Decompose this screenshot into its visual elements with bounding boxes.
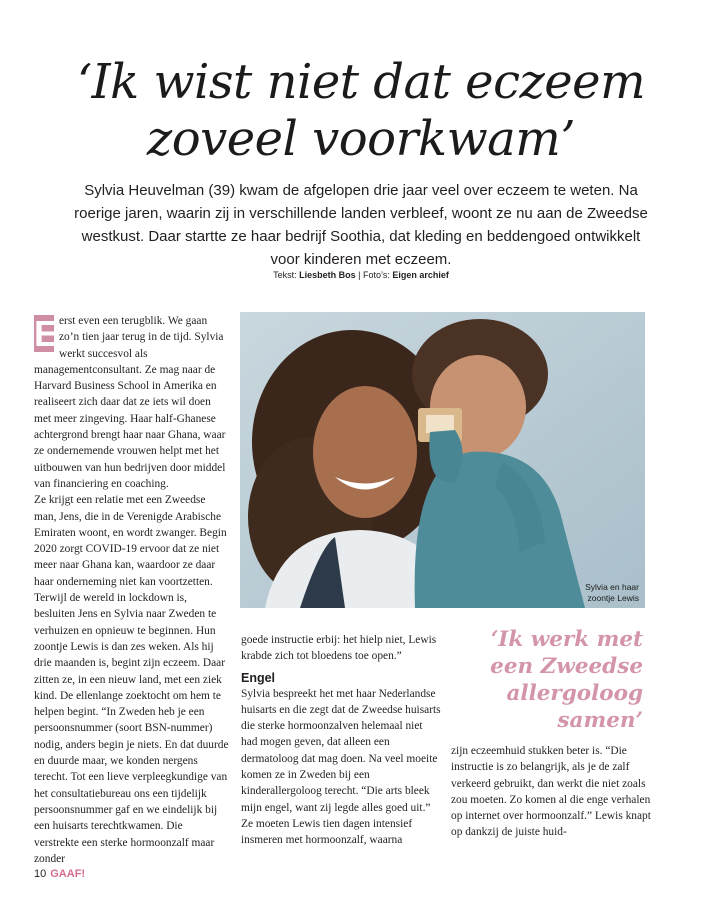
- headline-line-1: ‘Ik wist niet dat eczeem: [76, 54, 646, 110]
- intro-paragraph: Sylvia Heuvelman (39) kwam de afgelopen drie jaar veel over eczeem te weten. Na roerige jaren, waarin zij in verschillende landen verbleef, woont ze nu aan de Zweedse westkust. Daar startte ze haar bedrijf Soothia, dat kleding en beddengoed ontwikkelt voor kinderen met eczeem.: [74, 182, 648, 268]
- photo-caption: [585, 582, 639, 604]
- pull-quote-line-1: ‘Ik werk met: [490, 627, 643, 652]
- pull-quote: [453, 626, 643, 734]
- credits-photo-source: Eigen archief: [392, 270, 449, 280]
- caption-line-1: Sylvia en haar: [585, 582, 639, 592]
- page-number: 10: [34, 868, 47, 880]
- page-footer: [34, 867, 85, 881]
- credits: [0, 270, 722, 280]
- article-column-1: [34, 313, 229, 865]
- article-photo: [240, 312, 645, 608]
- pull-quote-line-4: samen’: [557, 708, 643, 733]
- pull-quote-line-3: allergoloog: [506, 681, 643, 706]
- mother-and-son-photo: [240, 312, 645, 608]
- column1-paragraph-2: Ze krijgt een relatie met een Zweedse man, Jens, die in de Verenigde Arabische Emiraten woont, en wordt zwanger. Begin 2020 zorgt COVID-19 ervoor dat ze niet meer naar Ghana kan, waardoor ze daar haar onderneming niet kan voortzetten. Terwijl de wereld in lockdown is, besluiten Jens en Sylvia naar Zweden te verhuizen en opnieuw te beginnen. Hun zoontje Lewis is dan zes weken. Als hij drie maanden is, begint zijn eczeem. Daar zitten ze, in een nieuw land, met een ziek kind. De ellenlange zoektocht om hem te helpen begint. “In Zweden heb je een persoonsnummer (soort BSN-nummer) nodig, anders begin je niets. En dat duurde en duurde maar, we konden nergens terecht. Tot een lieve verpleegkundige van het consultatiebureau ons een tijdelijk persoonsnummer gaf en we eindelijk bij een huisarts terechtkwamen. Die verstrekte een sterke hormoonzalf maar zonder: [34, 494, 229, 865]
- credits-author: Liesbeth Bos: [299, 270, 356, 280]
- magazine-name: GAAF!: [50, 868, 86, 880]
- column1-paragraph-1: erst even een terugblik. We gaan zo’n tien jaar terug in de tijd. Sylvia werkt succesvol als managementconsultant. Ze mag naar de Harvard Business School in Amerika en realiseert zich daar dat ze iets wil doen met meer zingeving. Haar half-Ghanese achtergrond brengt haar naar Ghana, waar ze ondernemende vrouwen helpt met het uitbouwen van hun bedrijven door middel van financiering en coaching.: [34, 315, 226, 490]
- column2-paragraph-2: Sylvia bespreekt het met haar Nederlandse huisarts en die zegt dat de Zweedse huisarts die sterke hormoonzalven helemaal niet had mogen geven, dat alleen een dermatoloog dat mag doen. Na veel moeite komen ze in Zweden bij een kinderallergoloog terecht. “Die arts bleek mijn engel, want zij legde alles goed uit.” Ze moeten Lewis tien dagen intensief insmeren met hormoonzalf, waarna: [241, 687, 441, 847]
- headline-line-2: zoveel voorkwam’: [146, 111, 576, 167]
- column2-paragraph-1: goede instructie erbij: het hielp niet, Lewis krabde zich tot bloedens toe open.”: [241, 634, 437, 663]
- column3-paragraph-1: zijn eczeemhuid stukken beter is. “Die instructie is zo belangrijk, als je de zalf verkeerd gebruikt, dan werkt die niet zoals zou moeten. Zo komen al die enge verhalen op internet over hormoonzalf.” Lewis knapt op dankzij de juiste huid-: [451, 745, 651, 839]
- caption-line-2: zoontje Lewis: [587, 593, 639, 603]
- credits-photo-label: Foto’s:: [362, 270, 390, 280]
- credits-text-label: Tekst:: [273, 270, 297, 280]
- credits-separator: |: [355, 270, 363, 280]
- article-column-2: [241, 632, 441, 857]
- subheading-engel: Engel: [241, 670, 276, 685]
- pull-quote-line-2: een Zweedse: [490, 654, 643, 679]
- article-column-3: [451, 743, 651, 855]
- drop-cap: E: [34, 313, 59, 354]
- headline: [20, 54, 702, 168]
